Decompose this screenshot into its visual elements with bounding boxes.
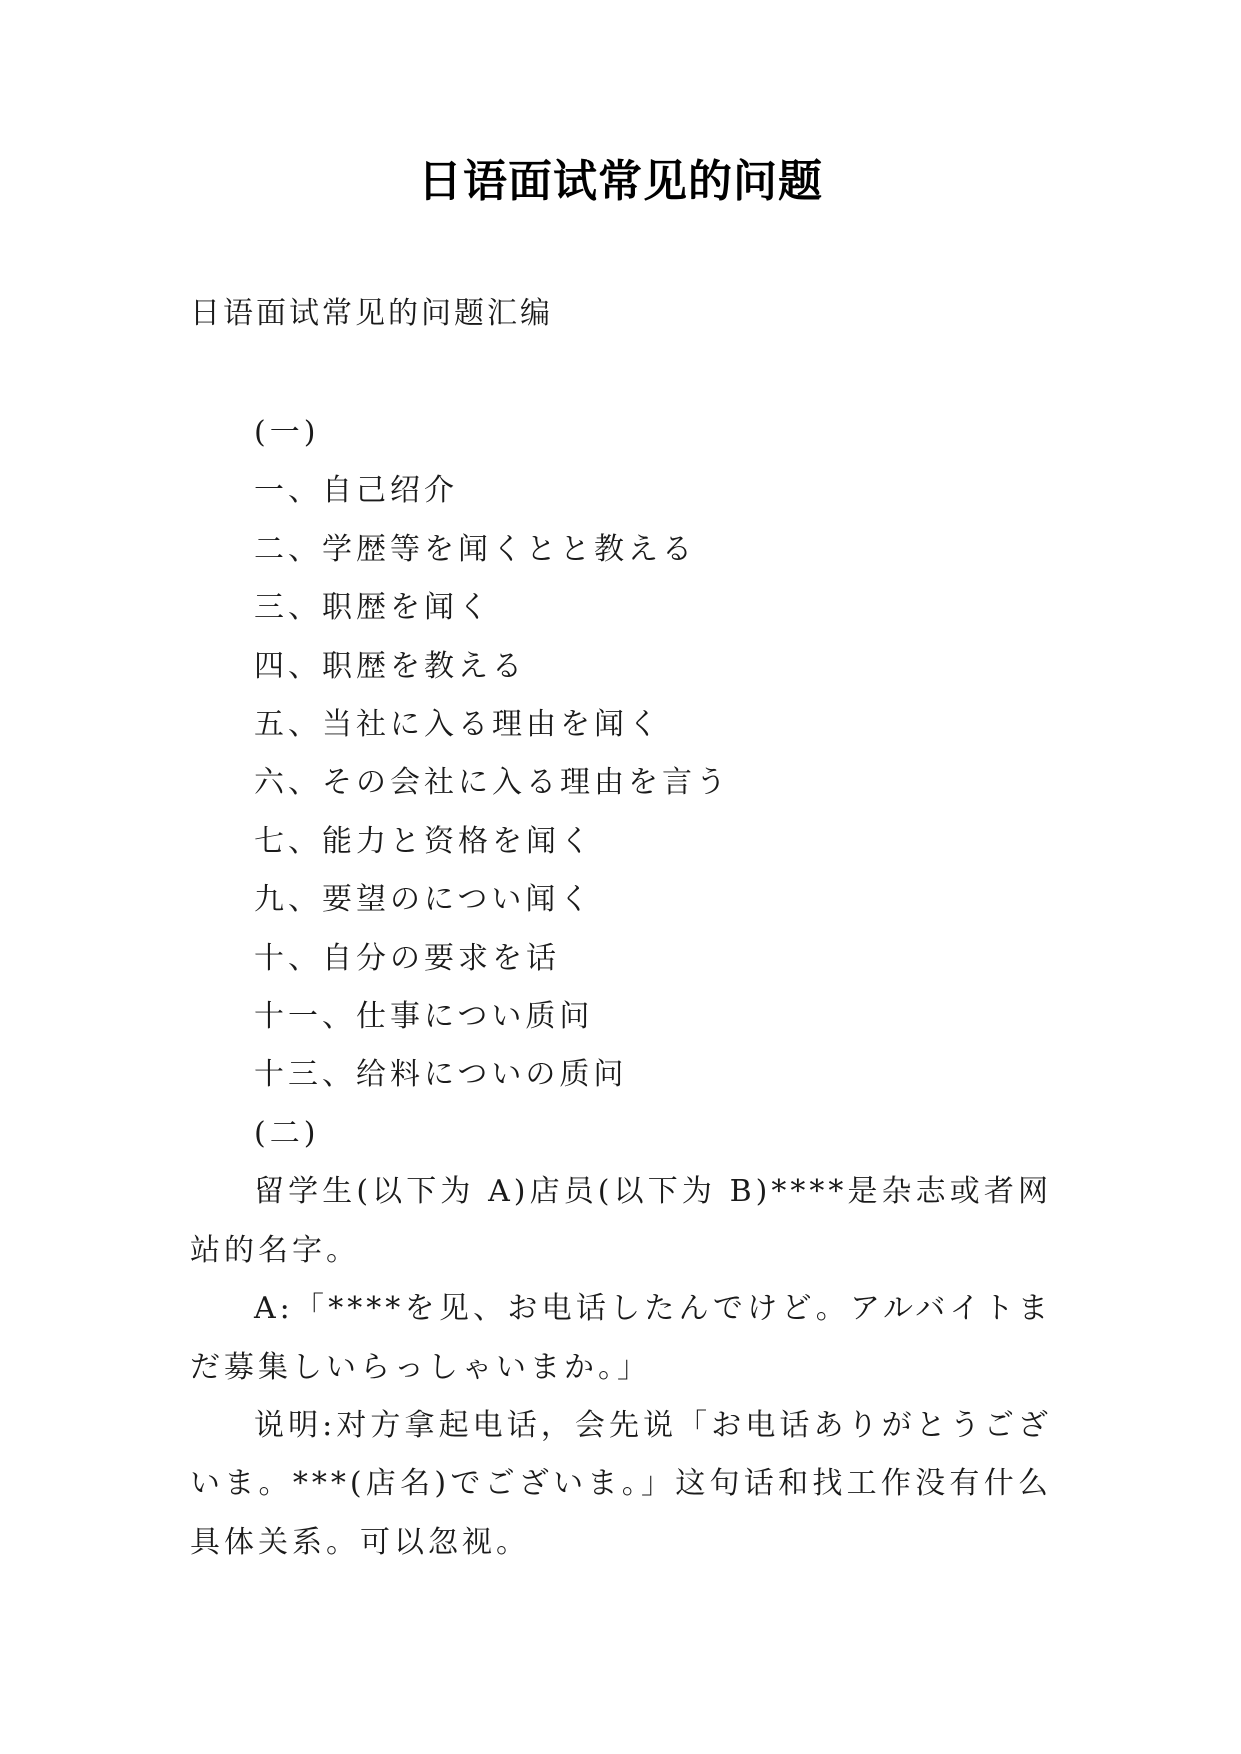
list-item: 九、要望のについ闻く	[254, 882, 594, 918]
section-marker-one: (一)	[254, 415, 320, 450]
document-subtitle: 日语面试常见的问题汇编	[190, 296, 553, 331]
list-item: 七、能力と资格を闻く	[254, 823, 594, 859]
paragraph: A:「****を见、お电话したんでけど。アルバイトまだ募集しいらっしゃいまか。」	[190, 1291, 1052, 1385]
list-item: 四、职歴を教える	[254, 648, 526, 684]
list-item: 十一、仕事につい质问	[254, 999, 594, 1035]
list-item: 三、职歴を闻く	[254, 590, 492, 626]
list-item: 六、その会社に入る理由を言う	[254, 765, 730, 801]
list-item: 十三、给料についの质问	[254, 1057, 628, 1093]
list-item: 一、自己绍介	[254, 473, 458, 509]
section-marker-two: (二)	[254, 1115, 320, 1151]
document-body	[190, 404, 1052, 1572]
document-title: 日语面试常见的问题	[418, 156, 823, 207]
list-item: 二、学歴等を闻くとと教える	[254, 531, 696, 567]
list-item: 十、自分の要求を话	[254, 940, 560, 976]
list-item: 五、当社に入る理由を闻く	[254, 707, 662, 743]
paragraph: 留学生(以下为 A)店员(以下为 B)****是杂志或者网站的名字。	[190, 1174, 1052, 1268]
paragraph: 说明:对方拿起电话，会先说「お电话ありがとうございま。***(店名)でございま。」这句话和找工作没有什么具体关系。可以忽视。	[190, 1407, 1052, 1560]
